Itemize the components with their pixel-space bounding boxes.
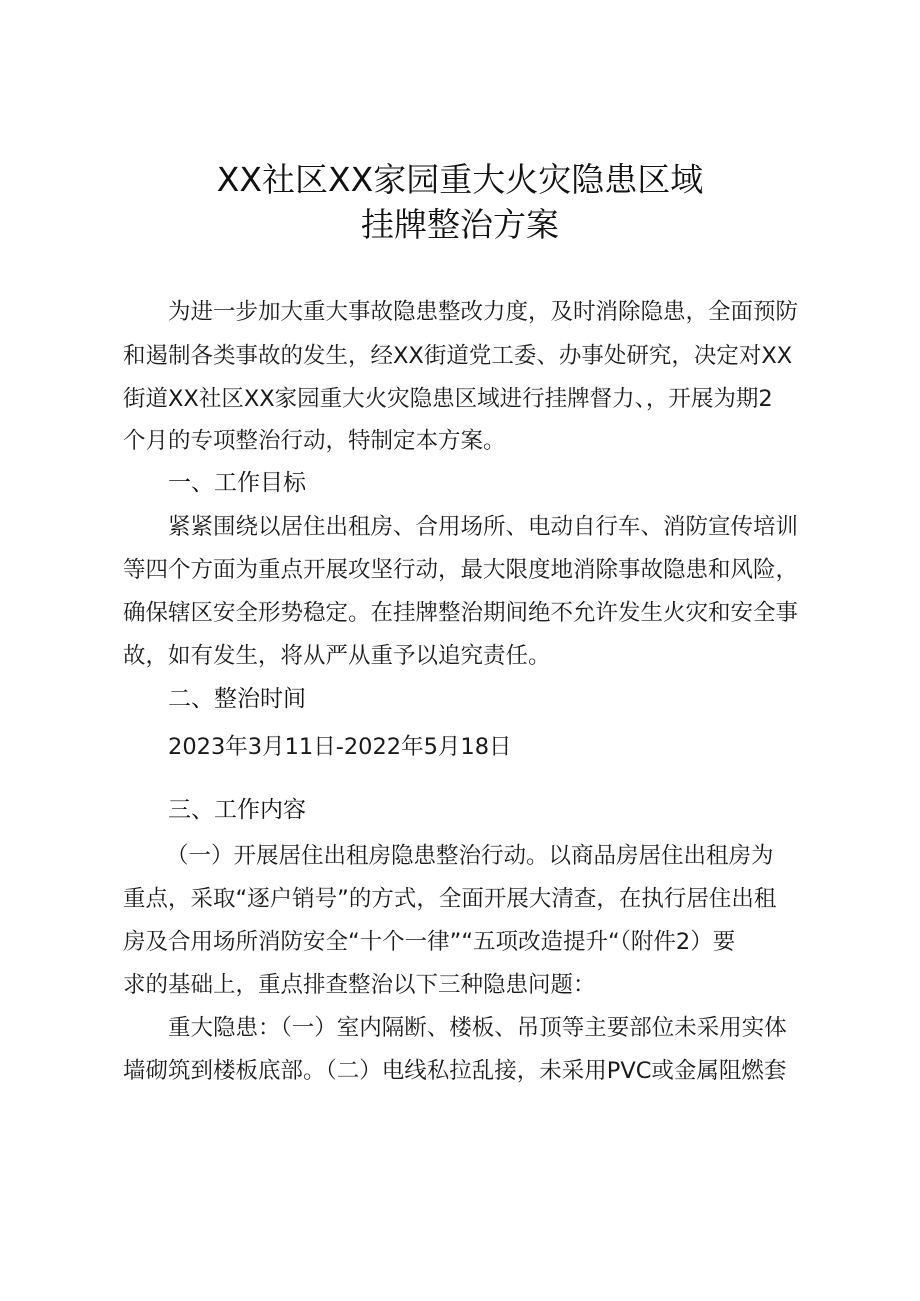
- intro-line-2: 和遏制各类事故的发生，经XX街道党工委、办事处研究，决定对XX: [123, 343, 793, 369]
- goals-line-3: 确保辖区安全形势稳定。在挂牌整治期间绝不允许发生火灾和安全事: [123, 600, 799, 626]
- document-title-line-1: XX社区XX家园重大火灾隐患区域: [216, 160, 704, 199]
- section-heading-time: 二、整治时间: [168, 686, 306, 712]
- content-line-2: 重点，采取“逐户销号”的方式，全面开展大清查，在执行居住出租: [123, 886, 777, 912]
- section-heading-content: 三、工作内容: [168, 797, 306, 823]
- hazard-line-1: 重大隐患：（一）室内隔断、楼板、吊顶等主要部位未采用实体: [168, 1015, 787, 1041]
- hazard-line-2: 墙砌筑到楼板底部。（二）电线私拉乱接，未采用PVC或金属阻燃套: [123, 1058, 787, 1084]
- intro-line-4: 个月的专项整治行动，特制定本方案。: [123, 428, 506, 454]
- section-heading-goals: 一、工作目标: [168, 470, 306, 496]
- rectification-period: 2023年3月11日-2022年5月18日: [168, 734, 512, 760]
- goals-line-4: 故，如有发生，将从严从重予以追究责任。: [123, 643, 551, 669]
- intro-line-3: 街道XX社区XX家园重大火灾隐患区域进行挂牌督力、，开展为期2: [123, 386, 773, 412]
- intro-line-1: 为进一步加大重大事故隐患整改力度，及时消除隐患，全面预防: [168, 299, 799, 325]
- content-line-1: （一）开展居住出租房隐患整治行动。以商品房居住出租房为: [166, 843, 774, 869]
- goals-line-1: 紧紧围绕以居住出租房、合用场所、电动自行车、消防宣传培训: [168, 514, 799, 540]
- goals-line-2: 等四个方面为重点开展攻坚行动，最大限度地消除事故隐患和风险，: [123, 557, 799, 583]
- content-line-3: 房及合用场所消防安全“十个一律”“五项改造提升“（附件2）要: [123, 929, 736, 955]
- content-line-4: 求的基础上，重点排查整治以下三种隐患问题：: [123, 972, 596, 998]
- document-title-line-2: 挂牌整治方案: [361, 205, 559, 244]
